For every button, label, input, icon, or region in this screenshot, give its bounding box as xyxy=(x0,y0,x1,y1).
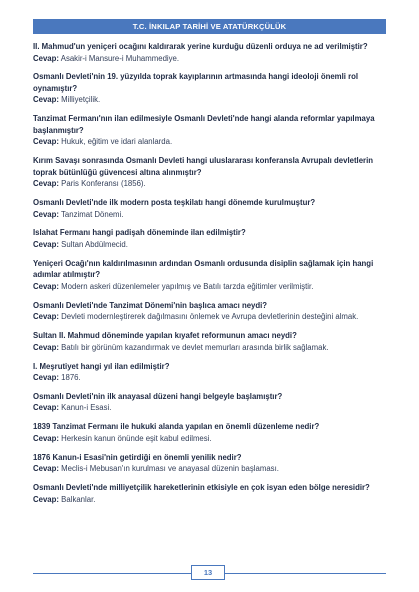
question-text: Islahat Fermanı hangi padişah döneminde ilan edilmiştir? xyxy=(33,228,246,238)
qa-item xyxy=(33,482,389,505)
question-text: Osmanlı Devleti'nde milliyetçilik hareketlerinin etkisiyle en çok isyan eden bölge neresidir? xyxy=(33,483,370,493)
answer-label: Cevap: xyxy=(33,137,59,147)
answer-label: Cevap: xyxy=(33,281,59,291)
answer-label: Cevap: xyxy=(33,312,59,322)
answer xyxy=(33,239,389,251)
qa-item xyxy=(33,227,389,250)
answer-label: Cevap: xyxy=(33,494,59,504)
page-header xyxy=(33,19,386,34)
answer xyxy=(33,94,389,106)
qa-item xyxy=(33,300,389,323)
qa-item xyxy=(33,258,389,293)
answer xyxy=(33,402,389,414)
answer-label: Cevap: xyxy=(33,53,59,63)
answer xyxy=(33,433,389,445)
qa-item xyxy=(33,155,389,190)
qa-item xyxy=(33,391,389,414)
answer xyxy=(33,281,389,293)
answer-text: 1876. xyxy=(61,373,81,383)
answer-text: Batılı bir görünüm kazandırmak ve devlet memurları arasında birlik sağlamak. xyxy=(61,342,329,352)
question-text: I. Meşrutiyet hangi yıl ilan edilmiştir? xyxy=(33,361,170,371)
answer xyxy=(33,463,389,475)
answer-label: Cevap: xyxy=(33,433,59,443)
question-text: Osmanlı Devleti'nin ilk anayasal düzeni hangi belgeyle başlamıştır? xyxy=(33,391,283,401)
question-text: Yeniçeri Ocağı'nın kaldırılmasının ardından Osmanlı ordusunda disiplin sağlamak için hangi adımlar atılmıştır? xyxy=(33,258,374,280)
qa-list xyxy=(33,41,389,512)
answer xyxy=(33,136,389,148)
answer-label: Cevap: xyxy=(33,373,59,383)
question-text: 1876 Kanun-i Esasi'nin getirdiği en önemli yenilik nedir? xyxy=(33,452,242,462)
answer-label: Cevap: xyxy=(33,464,59,474)
qa-item xyxy=(33,452,389,475)
answer-text: Paris Konferansı (1856). xyxy=(61,179,146,189)
answer-text: Herkesin kanun önünde eşit kabul edilmesi. xyxy=(61,433,212,443)
answer xyxy=(33,53,389,65)
question-text: Kırım Savaşı sonrasında Osmanlı Devleti hangi uluslararası konferansla Avrupalı devletlerin toprak bütünlüğü güvencesi altına alınmıştır? xyxy=(33,156,374,177)
page-number-box xyxy=(191,565,225,580)
question-text: Sultan II. Mahmud döneminde yapılan kıyafet reformunun amacı neydi? xyxy=(33,331,297,341)
answer-text: Milliyetçilik. xyxy=(61,95,101,105)
answer-label: Cevap: xyxy=(33,342,59,352)
answer-text: Devleti modernleştirerek dağılmasını önlemek ve Avrupa devletlerinin desteğini almak. xyxy=(61,312,359,322)
qa-item xyxy=(33,197,389,220)
qa-item xyxy=(33,113,389,148)
header-title: T.C. İNKILAP TARİHİ VE ATATÜRKÇÜLÜK xyxy=(132,22,287,31)
answer-text: Hukuk, eğitim ve idari alanlarda. xyxy=(61,137,173,147)
qa-item xyxy=(33,330,389,353)
answer xyxy=(33,372,389,384)
question-text: 1839 Tanzimat Fermanı ile hukuki alanda yapılan en önemli düzenleme nedir? xyxy=(33,422,320,432)
question-text: Osmanlı Devleti'nde ilk modern posta teşkilatı hangi dönemde kurulmuştur? xyxy=(33,198,316,208)
answer xyxy=(33,178,389,190)
page-number: 13 xyxy=(203,568,213,577)
answer-text: Asakir-i Mansure-i Muhammediye. xyxy=(60,53,180,63)
answer-label: Cevap: xyxy=(33,179,59,189)
question-text: Osmanlı Devleti'nde Tanzimat Dönemi'nin başlıca amacı neydi? xyxy=(33,300,268,310)
answer xyxy=(33,342,389,354)
qa-item xyxy=(33,421,389,444)
answer xyxy=(33,494,389,506)
answer-text: Tanzimat Dönemi. xyxy=(61,209,124,219)
answer-text: Kanun-i Esasi. xyxy=(61,403,112,413)
answer-label: Cevap: xyxy=(33,239,59,249)
answer-label: Cevap: xyxy=(33,403,59,413)
question-text: Tanzimat Fermanı'nın ilan edilmesiyle Osmanlı Devleti'nde hangi alanda reformlar yapılmaya başlanmıştır? xyxy=(33,114,375,135)
answer-label: Cevap: xyxy=(33,209,59,219)
answer xyxy=(33,209,389,221)
answer-text: Sultan Abdülmecid. xyxy=(61,239,128,249)
qa-item xyxy=(33,361,389,384)
question-text: Osmanlı Devleti'nin 19. yüzyılda toprak kayıplarının artmasında hangi ideoloji önemli rol oynamıştır? xyxy=(33,72,359,93)
answer-text: Modern askeri düzenlemeler yapılmış ve Batılı tarzda eğitimler verilmiştir. xyxy=(61,281,314,291)
qa-item xyxy=(33,71,389,106)
question-text: II. Mahmud'un yeniçeri ocağını kaldırarak yerine kurduğu düzenli orduya ne ad verilmiştir? xyxy=(33,42,368,51)
answer xyxy=(33,311,389,323)
qa-item xyxy=(33,41,389,64)
answer-text: Meclis-i Mebusan'ın kurulması ve anayasal düzenin başlaması. xyxy=(61,464,279,474)
answer-text: Balkanlar. xyxy=(61,494,96,504)
answer-label: Cevap: xyxy=(33,95,59,105)
